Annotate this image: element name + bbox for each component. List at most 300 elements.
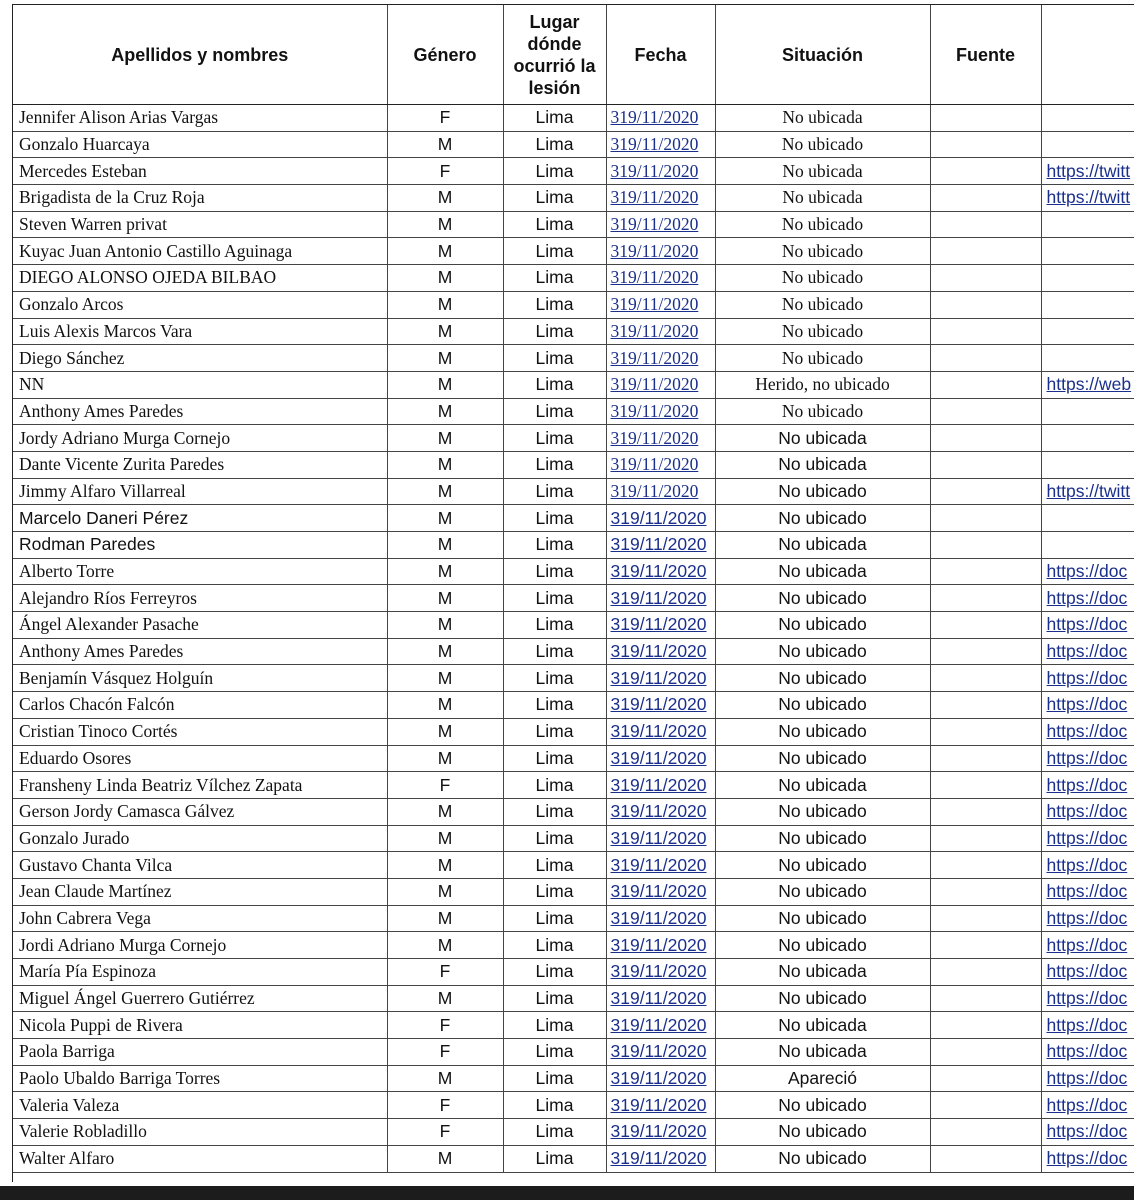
date-link[interactable]: 319/11/2020: [610, 561, 707, 582]
cell-place: Lima: [503, 585, 606, 612]
cell-date[interactable]: [606, 425, 715, 452]
cell-name: Gustavo Chanta Vilca: [13, 852, 387, 879]
date-link[interactable]: 319/11/2020: [610, 907, 707, 928]
cell-status: No ubicado: [715, 318, 930, 345]
date-link[interactable]: 319/11/2020: [610, 427, 699, 448]
cell-place: Lima: [503, 451, 606, 478]
cell-name: Gonzalo Huarcaya: [13, 131, 387, 158]
date-link[interactable]: 319/11/2020: [610, 801, 707, 822]
cell-date[interactable]: [606, 1039, 715, 1066]
cell-gender: M: [387, 718, 503, 745]
cell-source: [930, 158, 1041, 185]
cell-gender: M: [387, 798, 503, 825]
table-row: [13, 211, 1134, 238]
cell-link[interactable]: [1041, 878, 1134, 905]
source-link[interactable]: https://doc: [1046, 1148, 1128, 1169]
cell-link: [1041, 345, 1134, 372]
source-link[interactable]: https://twitt: [1046, 160, 1131, 181]
cell-source: [930, 612, 1041, 639]
table-row: [13, 745, 1134, 772]
cell-date[interactable]: [606, 371, 715, 398]
cell-status: No ubicado: [715, 505, 930, 532]
cell-date[interactable]: [606, 959, 715, 986]
cell-source: [930, 585, 1041, 612]
cell-date[interactable]: [606, 478, 715, 505]
date-link[interactable]: 319/11/2020: [610, 374, 699, 395]
cell-place: Lima: [503, 1119, 606, 1146]
cell-gender: M: [387, 932, 503, 959]
source-link[interactable]: https://doc: [1046, 1094, 1128, 1115]
cell-name: Miguel Ángel Guerrero Gutiérrez: [13, 985, 387, 1012]
cell-link[interactable]: [1041, 692, 1134, 719]
cell-date[interactable]: [606, 318, 715, 345]
cell-link[interactable]: [1041, 745, 1134, 772]
table-row: [13, 131, 1134, 158]
cell-place: Lima: [503, 532, 606, 559]
cell-date[interactable]: [606, 1145, 715, 1172]
header-source: Fuente: [930, 5, 1041, 105]
date-link[interactable]: 319/11/2020: [610, 854, 707, 875]
cell-source: [930, 105, 1041, 132]
cell-name: Anthony Ames Paredes: [13, 638, 387, 665]
cell-source: [930, 1145, 1041, 1172]
date-link[interactable]: 319/11/2020: [610, 934, 707, 955]
cell-link[interactable]: [1041, 585, 1134, 612]
source-link[interactable]: https://doc: [1046, 721, 1128, 742]
cell-date[interactable]: [606, 291, 715, 318]
cell-date[interactable]: [606, 612, 715, 639]
cell-name: Rodman Paredes: [13, 532, 387, 559]
header-status: Situación: [715, 5, 930, 105]
table-row: [13, 1065, 1134, 1092]
date-link[interactable]: 319/11/2020: [610, 1121, 707, 1142]
date-link[interactable]: 319/11/2020: [610, 134, 699, 155]
table-row: [13, 1092, 1134, 1119]
table-row: [13, 291, 1134, 318]
date-link[interactable]: 319/11/2020: [610, 1148, 707, 1169]
cell-date[interactable]: [606, 398, 715, 425]
cell-name: Fransheny Linda Beatriz Vílchez Zapata: [13, 772, 387, 799]
cell-link[interactable]: [1041, 638, 1134, 665]
cell-date[interactable]: [606, 451, 715, 478]
cell-status: No ubicado: [715, 585, 930, 612]
date-link[interactable]: 319/11/2020: [610, 454, 699, 475]
date-link[interactable]: 319/11/2020: [610, 187, 699, 208]
cell-date[interactable]: [606, 131, 715, 158]
source-link[interactable]: https://doc: [1046, 774, 1128, 795]
cell-name: Gonzalo Jurado: [13, 825, 387, 852]
cell-date[interactable]: [606, 718, 715, 745]
table-row: [13, 105, 1134, 132]
cell-status: No ubicada: [715, 451, 930, 478]
cell-gender: M: [387, 131, 503, 158]
date-link[interactable]: 319/11/2020: [610, 1094, 707, 1115]
date-link[interactable]: 319/11/2020: [610, 721, 707, 742]
cell-gender: M: [387, 505, 503, 532]
table-row: [13, 825, 1134, 852]
cell-gender: M: [387, 745, 503, 772]
cell-gender: M: [387, 878, 503, 905]
cell-link[interactable]: [1041, 1012, 1134, 1039]
cell-gender: M: [387, 185, 503, 212]
cell-link[interactable]: [1041, 1039, 1134, 1066]
cell-place: Lima: [503, 211, 606, 238]
source-link[interactable]: https://doc: [1046, 961, 1128, 982]
date-link[interactable]: 319/11/2020: [610, 694, 707, 715]
cell-source: [930, 692, 1041, 719]
table-row: [13, 558, 1134, 585]
cell-status: No ubicada: [715, 185, 930, 212]
date-link[interactable]: 319/11/2020: [610, 827, 707, 848]
cell-gender: M: [387, 211, 503, 238]
table-row: [13, 718, 1134, 745]
cell-name: Eduardo Osores: [13, 745, 387, 772]
cell-place: Lima: [503, 798, 606, 825]
cell-status: No ubicado: [715, 291, 930, 318]
cell-link[interactable]: [1041, 158, 1134, 185]
cell-name: Anthony Ames Paredes: [13, 398, 387, 425]
cell-status: No ubicado: [715, 985, 930, 1012]
cell-date[interactable]: [606, 558, 715, 585]
source-link[interactable]: https://doc: [1046, 854, 1128, 875]
date-link[interactable]: 319/11/2020: [610, 667, 707, 688]
cell-gender: M: [387, 558, 503, 585]
cell-date[interactable]: [606, 798, 715, 825]
cell-gender: F: [387, 158, 503, 185]
date-link[interactable]: 319/11/2020: [610, 107, 699, 128]
cell-date[interactable]: [606, 772, 715, 799]
cell-place: Lima: [503, 772, 606, 799]
source-link[interactable]: https://doc: [1046, 1041, 1128, 1062]
cell-status: No ubicado: [715, 852, 930, 879]
cell-gender: M: [387, 238, 503, 265]
cell-date[interactable]: [606, 852, 715, 879]
source-link[interactable]: https://doc: [1046, 988, 1128, 1009]
cell-status: Herido, no ubicado: [715, 371, 930, 398]
cell-gender: M: [387, 638, 503, 665]
cell-gender: M: [387, 1145, 503, 1172]
cell-place: Lima: [503, 745, 606, 772]
table-row: [13, 852, 1134, 879]
cell-date[interactable]: [606, 211, 715, 238]
source-link[interactable]: https://twitt: [1046, 480, 1131, 501]
cell-gender: F: [387, 1012, 503, 1039]
cell-link: [1041, 265, 1134, 292]
cell-status: No ubicado: [715, 745, 930, 772]
cell-date[interactable]: [606, 185, 715, 212]
cell-gender: F: [387, 1119, 503, 1146]
cell-link[interactable]: [1041, 772, 1134, 799]
cell-date[interactable]: [606, 905, 715, 932]
cell-gender: M: [387, 371, 503, 398]
source-link[interactable]: https://doc: [1046, 881, 1128, 902]
cell-link[interactable]: [1041, 718, 1134, 745]
cell-date[interactable]: [606, 585, 715, 612]
cell-date[interactable]: [606, 238, 715, 265]
cell-place: Lima: [503, 131, 606, 158]
table-row: [13, 932, 1134, 959]
cell-status: No ubicada: [715, 959, 930, 986]
cell-status: No ubicado: [715, 612, 930, 639]
cell-source: [930, 318, 1041, 345]
cell-source: [930, 532, 1041, 559]
cell-source: [930, 959, 1041, 986]
cell-name: Diego Sánchez: [13, 345, 387, 372]
source-link[interactable]: https://web: [1046, 374, 1132, 395]
cell-status: No ubicada: [715, 772, 930, 799]
cell-name: Luis Alexis Marcos Vara: [13, 318, 387, 345]
cell-link[interactable]: [1041, 612, 1134, 639]
cell-source: [930, 852, 1041, 879]
cell-date[interactable]: [606, 532, 715, 559]
cell-gender: M: [387, 291, 503, 318]
cell-date[interactable]: [606, 985, 715, 1012]
cell-source: [930, 772, 1041, 799]
cell-link[interactable]: [1041, 665, 1134, 692]
cell-name: Dante Vicente Zurita Paredes: [13, 451, 387, 478]
header-name: Apellidos y nombres: [13, 5, 387, 105]
cell-place: Lima: [503, 558, 606, 585]
table-row: [13, 772, 1134, 799]
cell-name: Jimmy Alfaro Villarreal: [13, 478, 387, 505]
date-link[interactable]: 319/11/2020: [610, 267, 699, 288]
source-link[interactable]: https://doc: [1046, 667, 1128, 688]
cell-link: [1041, 291, 1134, 318]
cell-date[interactable]: [606, 1092, 715, 1119]
cell-date[interactable]: [606, 345, 715, 372]
table-row: [13, 505, 1134, 532]
cell-place: Lima: [503, 905, 606, 932]
date-link[interactable]: 319/11/2020: [610, 534, 707, 555]
cell-place: Lima: [503, 852, 606, 879]
table-row: [13, 265, 1134, 292]
date-link[interactable]: 319/11/2020: [610, 641, 707, 662]
cell-source: [930, 1012, 1041, 1039]
cell-source: [930, 505, 1041, 532]
date-link[interactable]: 319/11/2020: [610, 240, 699, 261]
cell-link[interactable]: [1041, 558, 1134, 585]
cell-place: Lima: [503, 1039, 606, 1066]
cell-link[interactable]: [1041, 185, 1134, 212]
source-link[interactable]: https://doc: [1046, 1014, 1128, 1035]
date-link[interactable]: 319/11/2020: [610, 747, 707, 768]
cell-gender: F: [387, 772, 503, 799]
cell-source: [930, 238, 1041, 265]
header-gender: Género: [387, 5, 503, 105]
date-link[interactable]: 319/11/2020: [610, 988, 707, 1009]
header-date: Fecha: [606, 5, 715, 105]
table-row: [13, 1012, 1134, 1039]
cell-date[interactable]: [606, 932, 715, 959]
cell-gender: F: [387, 105, 503, 132]
cell-gender: M: [387, 318, 503, 345]
cell-place: Lima: [503, 345, 606, 372]
cell-place: Lima: [503, 718, 606, 745]
cell-link[interactable]: [1041, 1092, 1134, 1119]
cell-source: [930, 638, 1041, 665]
source-link[interactable]: https://doc: [1046, 801, 1128, 822]
date-link[interactable]: 319/11/2020: [610, 480, 699, 501]
table-row: [13, 345, 1134, 372]
cell-source: [930, 905, 1041, 932]
cell-status: No ubicada: [715, 558, 930, 585]
source-link[interactable]: https://doc: [1046, 747, 1128, 768]
date-link[interactable]: 319/11/2020: [610, 1041, 707, 1062]
source-link[interactable]: https://twitt: [1046, 187, 1131, 208]
date-link[interactable]: 319/11/2020: [610, 1068, 707, 1089]
cell-name: Valerie Robladillo: [13, 1119, 387, 1146]
date-link[interactable]: 319/11/2020: [610, 507, 707, 528]
cell-name: Steven Warren privat: [13, 211, 387, 238]
date-link[interactable]: 319/11/2020: [610, 347, 699, 368]
cell-date[interactable]: [606, 105, 715, 132]
table-row: [13, 1119, 1134, 1146]
date-link[interactable]: 319/11/2020: [610, 881, 707, 902]
cell-status: No ubicado: [715, 798, 930, 825]
cell-name: María Pía Espinoza: [13, 959, 387, 986]
cell-link: [1041, 532, 1134, 559]
cell-link[interactable]: [1041, 1065, 1134, 1092]
cell-status: Apareció: [715, 1065, 930, 1092]
cell-name: Carlos Chacón Falcón: [13, 692, 387, 719]
date-link[interactable]: 319/11/2020: [610, 614, 707, 635]
date-link[interactable]: 319/11/2020: [610, 961, 707, 982]
table-row: [13, 318, 1134, 345]
cell-source: [930, 932, 1041, 959]
cell-link[interactable]: [1041, 852, 1134, 879]
cell-status: No ubicada: [715, 1039, 930, 1066]
cell-status: No ubicado: [715, 692, 930, 719]
table-row: [13, 878, 1134, 905]
cell-date[interactable]: [606, 745, 715, 772]
cell-link: [1041, 131, 1134, 158]
cell-link[interactable]: [1041, 798, 1134, 825]
cell-status: No ubicado: [715, 825, 930, 852]
date-link[interactable]: 319/11/2020: [610, 587, 707, 608]
cell-source: [930, 451, 1041, 478]
cell-status: No ubicado: [715, 398, 930, 425]
cell-status: No ubicado: [715, 905, 930, 932]
table-row: [13, 959, 1134, 986]
cell-link: [1041, 211, 1134, 238]
date-link[interactable]: 319/11/2020: [610, 160, 699, 181]
source-link[interactable]: https://doc: [1046, 614, 1128, 635]
source-link[interactable]: https://doc: [1046, 561, 1128, 582]
cell-status: No ubicado: [715, 1119, 930, 1146]
cell-date[interactable]: [606, 265, 715, 292]
cell-link[interactable]: [1041, 1145, 1134, 1172]
date-link[interactable]: 319/11/2020: [610, 320, 699, 341]
cell-place: Lima: [503, 1065, 606, 1092]
cell-date[interactable]: [606, 1012, 715, 1039]
cell-name: Jennifer Alison Arias Vargas: [13, 105, 387, 132]
cell-date[interactable]: [606, 878, 715, 905]
cell-link[interactable]: [1041, 932, 1134, 959]
cell-link[interactable]: [1041, 825, 1134, 852]
cell-date[interactable]: [606, 825, 715, 852]
cell-link[interactable]: [1041, 478, 1134, 505]
table-row: [13, 185, 1134, 212]
cell-status: No ubicado: [715, 1145, 930, 1172]
cell-name: Paolo Ubaldo Barriga Torres: [13, 1065, 387, 1092]
cell-name: Alejandro Ríos Ferreyros: [13, 585, 387, 612]
date-link[interactable]: 319/11/2020: [610, 1014, 707, 1035]
cell-link: [1041, 505, 1134, 532]
table-row: [13, 478, 1134, 505]
date-link[interactable]: 319/11/2020: [610, 294, 699, 315]
cell-link[interactable]: [1041, 905, 1134, 932]
cell-gender: M: [387, 1065, 503, 1092]
cell-place: Lima: [503, 265, 606, 292]
cell-name: Kuyac Juan Antonio Castillo Aguinaga: [13, 238, 387, 265]
cell-gender: M: [387, 692, 503, 719]
cell-date[interactable]: [606, 638, 715, 665]
date-link[interactable]: 319/11/2020: [610, 774, 707, 795]
cell-link: [1041, 425, 1134, 452]
cell-name: Mercedes Esteban: [13, 158, 387, 185]
cell-place: Lima: [503, 318, 606, 345]
cell-source: [930, 371, 1041, 398]
source-link[interactable]: https://doc: [1046, 587, 1128, 608]
cell-status: No ubicado: [715, 211, 930, 238]
source-link[interactable]: https://doc: [1046, 1121, 1128, 1142]
table-row: [13, 1145, 1134, 1172]
cell-source: [930, 798, 1041, 825]
cell-link[interactable]: [1041, 985, 1134, 1012]
cell-name: Alberto Torre: [13, 558, 387, 585]
table-row: [13, 692, 1134, 719]
date-link[interactable]: 319/11/2020: [610, 214, 699, 235]
table-row: [13, 158, 1134, 185]
cell-date[interactable]: [606, 665, 715, 692]
cell-source: [930, 825, 1041, 852]
cell-gender: M: [387, 532, 503, 559]
table-body: [13, 105, 1134, 1173]
source-link[interactable]: https://doc: [1046, 641, 1128, 662]
source-link[interactable]: https://doc: [1046, 907, 1128, 928]
cell-name: NN: [13, 371, 387, 398]
cell-gender: M: [387, 345, 503, 372]
source-link[interactable]: https://doc: [1046, 934, 1128, 955]
cell-link[interactable]: [1041, 1119, 1134, 1146]
cell-gender: M: [387, 665, 503, 692]
date-link[interactable]: 319/11/2020: [610, 400, 699, 421]
source-link[interactable]: https://doc: [1046, 827, 1128, 848]
cell-status: No ubicado: [715, 1092, 930, 1119]
cell-date[interactable]: [606, 692, 715, 719]
cell-date[interactable]: [606, 1065, 715, 1092]
source-link[interactable]: https://doc: [1046, 1068, 1128, 1089]
cell-source: [930, 718, 1041, 745]
cell-name: John Cabrera Vega: [13, 905, 387, 932]
cell-gender: M: [387, 585, 503, 612]
cell-source: [930, 665, 1041, 692]
cell-status: No ubicada: [715, 425, 930, 452]
source-link[interactable]: https://doc: [1046, 694, 1128, 715]
cell-link[interactable]: [1041, 371, 1134, 398]
screen-bottom-bar: [0, 1186, 1134, 1200]
cell-place: Lima: [503, 878, 606, 905]
table-row: [13, 398, 1134, 425]
cell-date[interactable]: [606, 1119, 715, 1146]
cell-gender: M: [387, 825, 503, 852]
cell-place: Lima: [503, 158, 606, 185]
cell-link[interactable]: [1041, 959, 1134, 986]
table-row: [13, 905, 1134, 932]
cell-date[interactable]: [606, 158, 715, 185]
cell-date[interactable]: [606, 505, 715, 532]
cell-gender: M: [387, 451, 503, 478]
